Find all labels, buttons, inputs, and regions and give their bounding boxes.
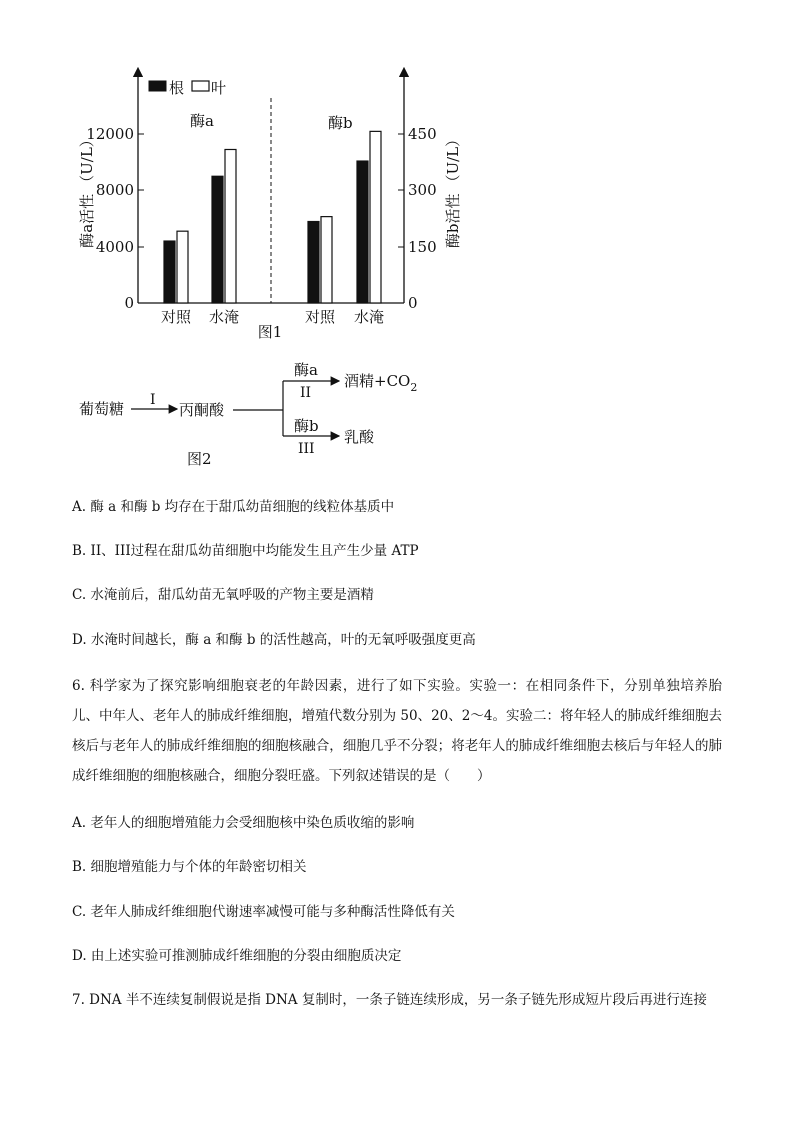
left-axis-unit: （U/L） bbox=[78, 132, 96, 190]
left-axis-label: 酶a活性 bbox=[78, 193, 96, 248]
right-ticks bbox=[398, 134, 404, 247]
right-axis-unit: （U/L） bbox=[444, 131, 462, 190]
step-1-label: I bbox=[150, 392, 156, 408]
panel-label-enzyme-a: 酶a bbox=[190, 112, 214, 130]
figure-2-caption: 图2 bbox=[187, 450, 212, 468]
q5-option-d: D. 水淹时间越长，酶 a 和酶 b 的活性越高，叶的无氧呼吸强度更高 bbox=[72, 632, 476, 648]
pyruvate-label: 丙酮酸 bbox=[179, 401, 225, 419]
legend-leaf-label: 叶 bbox=[211, 79, 227, 97]
product-a-label bbox=[344, 372, 417, 394]
figure-1-bar-chart bbox=[0, 0, 794, 345]
bar-enzyme-a-flooding-root bbox=[212, 176, 223, 303]
bar-enzyme-b-control-root bbox=[308, 222, 319, 303]
x-label-flood-a: 水淹 bbox=[208, 308, 240, 326]
right-tick-450: 450 bbox=[408, 125, 437, 143]
left-tick-12000: 12000 bbox=[86, 125, 134, 143]
right-axis-label: 酶b活性 bbox=[444, 193, 462, 249]
bar-enzyme-b-flooding-root bbox=[357, 161, 368, 303]
bar-layer bbox=[164, 131, 381, 303]
q5-option-c: C. 水淹前后，甜瓜幼苗无氧呼吸的产物主要是酒精 bbox=[72, 587, 374, 603]
right-tick-0: 0 bbox=[408, 294, 418, 312]
figure-2-pathway-diagram bbox=[0, 345, 794, 475]
q6-option-d: D. 由上述实验可推测肺成纤维细胞的分裂由细胞质决定 bbox=[72, 948, 402, 964]
chart-legend bbox=[149, 79, 226, 97]
bar-enzyme-a-control-root bbox=[164, 241, 175, 303]
product-a-subscript: 2 bbox=[410, 381, 418, 394]
glucose-label: 葡萄糖 bbox=[79, 400, 125, 418]
legend-leaf-swatch bbox=[192, 81, 209, 91]
legend-root-swatch bbox=[149, 81, 166, 91]
q7-stem: 7. DNA 半不连续复制假说是指 DNA 复制时，一条子链连续形成，另一条子链先形成短片段后再进行连接 bbox=[72, 992, 707, 1008]
q6-stem: 6. 科学家为了探究影响细胞衰老的年龄因素，进行了如下实验。实验一：在相同条件下，分别单独培养胎儿、中年人、老年人的肺成纤维细胞，增殖代数分别为 50、20、2～4。实验二：将年轻人的肺成纤维细胞去核后与老年人的肺成纤维细胞的细胞核融合，细胞几乎不分裂；将老年人的肺成纤维细胞去核后与年轻人的肺成纤维细胞的细胞核融合，细胞分裂旺盛。下列叙述错误的是（ ） bbox=[72, 678, 722, 784]
q5-option-a: A. 酶 a 和酶 b 均存在于甜瓜幼苗细胞的线粒体基质中 bbox=[72, 499, 395, 515]
q5-option-b: B. II、III过程在甜瓜幼苗细胞中均能发生且产生少量 ATP bbox=[72, 543, 419, 559]
legend-root-label: 根 bbox=[169, 79, 185, 97]
right-tick-150: 150 bbox=[408, 238, 437, 256]
q6-option-b: B. 细胞增殖能力与个体的年龄密切相关 bbox=[72, 859, 307, 875]
panel-label-enzyme-b: 酶b bbox=[328, 114, 353, 132]
bar-enzyme-b-control-leaf bbox=[321, 217, 332, 303]
x-label-flood-b: 水淹 bbox=[353, 308, 385, 326]
right-tick-labels bbox=[408, 125, 437, 312]
enzyme-b-label: 酶b bbox=[294, 417, 319, 435]
q6-option-a: A. 老年人的细胞增殖能力会受细胞核中染色质收缩的影响 bbox=[72, 815, 415, 831]
enzyme-a-label: 酶a bbox=[294, 361, 318, 379]
product-a-text: 酒精+CO bbox=[344, 372, 411, 390]
left-tick-8000: 8000 bbox=[95, 181, 134, 199]
right-tick-300: 300 bbox=[408, 181, 437, 199]
bar-enzyme-b-flooding-leaf bbox=[370, 131, 381, 303]
bar-enzyme-a-control-leaf bbox=[177, 231, 188, 303]
step-3-label: III bbox=[298, 441, 315, 457]
q6-option-c: C. 老年人肺成纤维细胞代谢速率减慢可能与多种酶活性降低有关 bbox=[72, 904, 455, 920]
left-ticks bbox=[138, 134, 144, 247]
bar-enzyme-a-flooding-leaf bbox=[225, 149, 236, 303]
x-label-control-b: 对照 bbox=[304, 308, 336, 326]
product-b-label: 乳酸 bbox=[344, 428, 375, 446]
step-2-label: II bbox=[300, 385, 312, 401]
left-tick-0: 0 bbox=[124, 294, 134, 312]
x-label-control-a: 对照 bbox=[160, 308, 192, 326]
left-tick-4000: 4000 bbox=[95, 238, 134, 256]
figure-1-caption: 图1 bbox=[257, 323, 283, 341]
left-axis-title bbox=[78, 132, 96, 248]
right-axis-title bbox=[444, 132, 462, 248]
